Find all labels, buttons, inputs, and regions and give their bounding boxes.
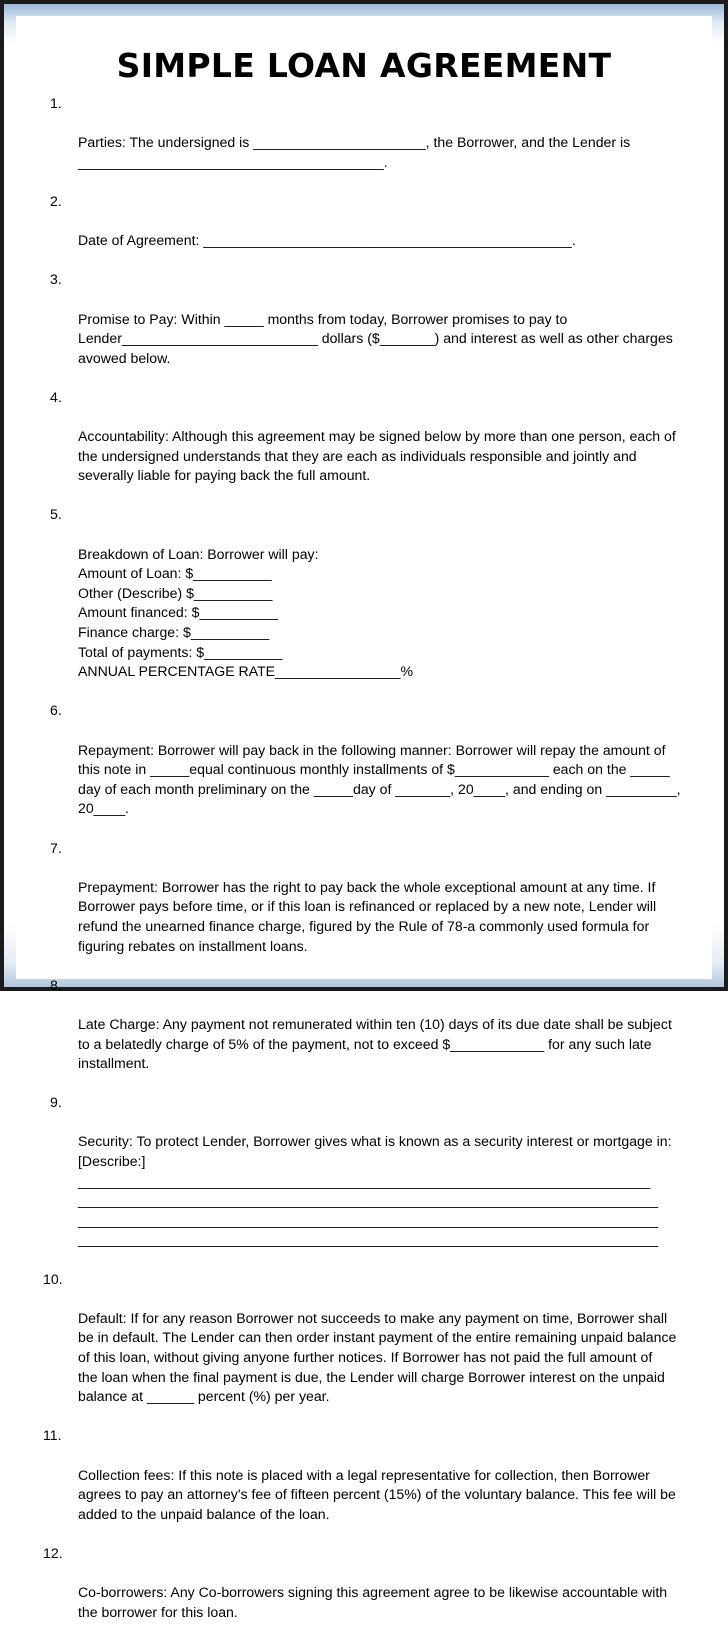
- clause-number: 12.: [43, 1544, 63, 1561]
- clause-text: Accountability: Although this agreement may be signed below by more than one person, each of the undersigned understands that they are each as individuals responsible and jointly and severally liable for paying back the full amount.: [78, 428, 676, 484]
- clause-text: Date of Agreement: _______________________________________________.: [78, 232, 576, 249]
- clause-12: [43, 1544, 708, 1642]
- clause-number: 11.: [43, 1427, 62, 1444]
- clause-number: 1.: [50, 95, 62, 111]
- clause-text: Prepayment: Borrower has the right to pay back the whole exceptional amount at any time. If Borrower pays before time, or if this loan is refinanced or replaced by a new note, Lender will refund the unearned finance charge, figured by the Rule of 78-a commonly used formula for figuring rebates on installment loans.: [78, 878, 657, 954]
- clause-number: 2.: [50, 192, 62, 209]
- document-page: [16, 16, 712, 1620]
- clause-5: [50, 505, 708, 701]
- document-title: SIMPLE LOAN AGREEMENT: [116, 46, 612, 85]
- clause-text: Default: If for any reason Borrower not succeeds to make any payment on time, Borrower shall be in default. The Lender can then order instant payment of the entire remaining unpaid balance of this loan, without giving anyone further notices. If Borrower has not paid the full amount of the loan when the final payment is due, the Lender will charge Borrower interest on the unpaid balance at ______ percent (%) per year.: [78, 1309, 677, 1405]
- clause-9: [50, 1093, 708, 1269]
- clause-text: Parties: The undersigned is ______________________, the Borrower, and the Lender is _______________________________________.: [78, 134, 631, 170]
- clause-1: [50, 94, 708, 192]
- clause-4: [50, 388, 708, 506]
- clause-10: [43, 1270, 708, 1427]
- clause-text: Late Charge: Any payment not remunerated within ten (10) days of its due date shall be subject to a belatedly charge of 5% of the payment, not to exceed $____________ for any such late installment.: [78, 1015, 672, 1072]
- clause-8: [50, 976, 708, 1094]
- clause-number: 7.: [50, 839, 62, 856]
- clause-number: 6.: [50, 702, 62, 719]
- clause-11: [43, 1426, 708, 1544]
- clause-7: [50, 839, 708, 976]
- clause-text: Co-borrowers: Any Co-borrowers signing this agreement agree to be likewise accountable with the borrower for this loan.: [78, 1584, 668, 1620]
- clause-6: [50, 701, 708, 838]
- clause-number: 8.: [50, 976, 62, 993]
- clause-text: Breakdown of Loan: Borrower will pay: Amount of Loan: $__________ Other (Describe) $__________ Amount financed: $__________ Finance charge: $__________ Total of payments: $__________ ANNUAL PERCENTAGE RATE________________%: [78, 545, 414, 680]
- clause-number: 3.: [50, 271, 62, 288]
- clause-text: Security: To protect Lender, Borrower gives what is known as a security interest or mortgage in: [Describe:] _________________________________________________________________________ __________________________________________________________________________ __________________________________________________________________________ __________________________________________________________________________: [78, 1133, 672, 1248]
- clause-number: 10.: [43, 1270, 63, 1287]
- clause-number: 9.: [50, 1094, 62, 1111]
- clause-number: 5.: [50, 506, 62, 523]
- clause-list: [43, 94, 708, 1642]
- clause-number: 4.: [50, 388, 62, 405]
- clause-text: Collection fees: If this note is placed with a legal representative for collection, then Borrower agrees to pay an attorney's fee of fifteen percent (15%) of the voluntary balance. This fee will be added to the unpaid balance of the loan.: [78, 1466, 676, 1522]
- clause-3: [50, 270, 708, 388]
- clause-text: Repayment: Borrower will pay back in the following manner: Borrower will repay the amount of this note in _____equal continuous monthly installments of $____________ each on the _____ day of each month preliminary on the _____day of _______, 20____, and ending on _________, 20____.: [78, 741, 681, 817]
- clause-2: [50, 192, 708, 270]
- clause-text: Promise to Pay: Within _____ months from today, Borrower promises to pay to Lender_________________________ dollars ($_______) and interest as well as other charges avowed below.: [78, 310, 673, 366]
